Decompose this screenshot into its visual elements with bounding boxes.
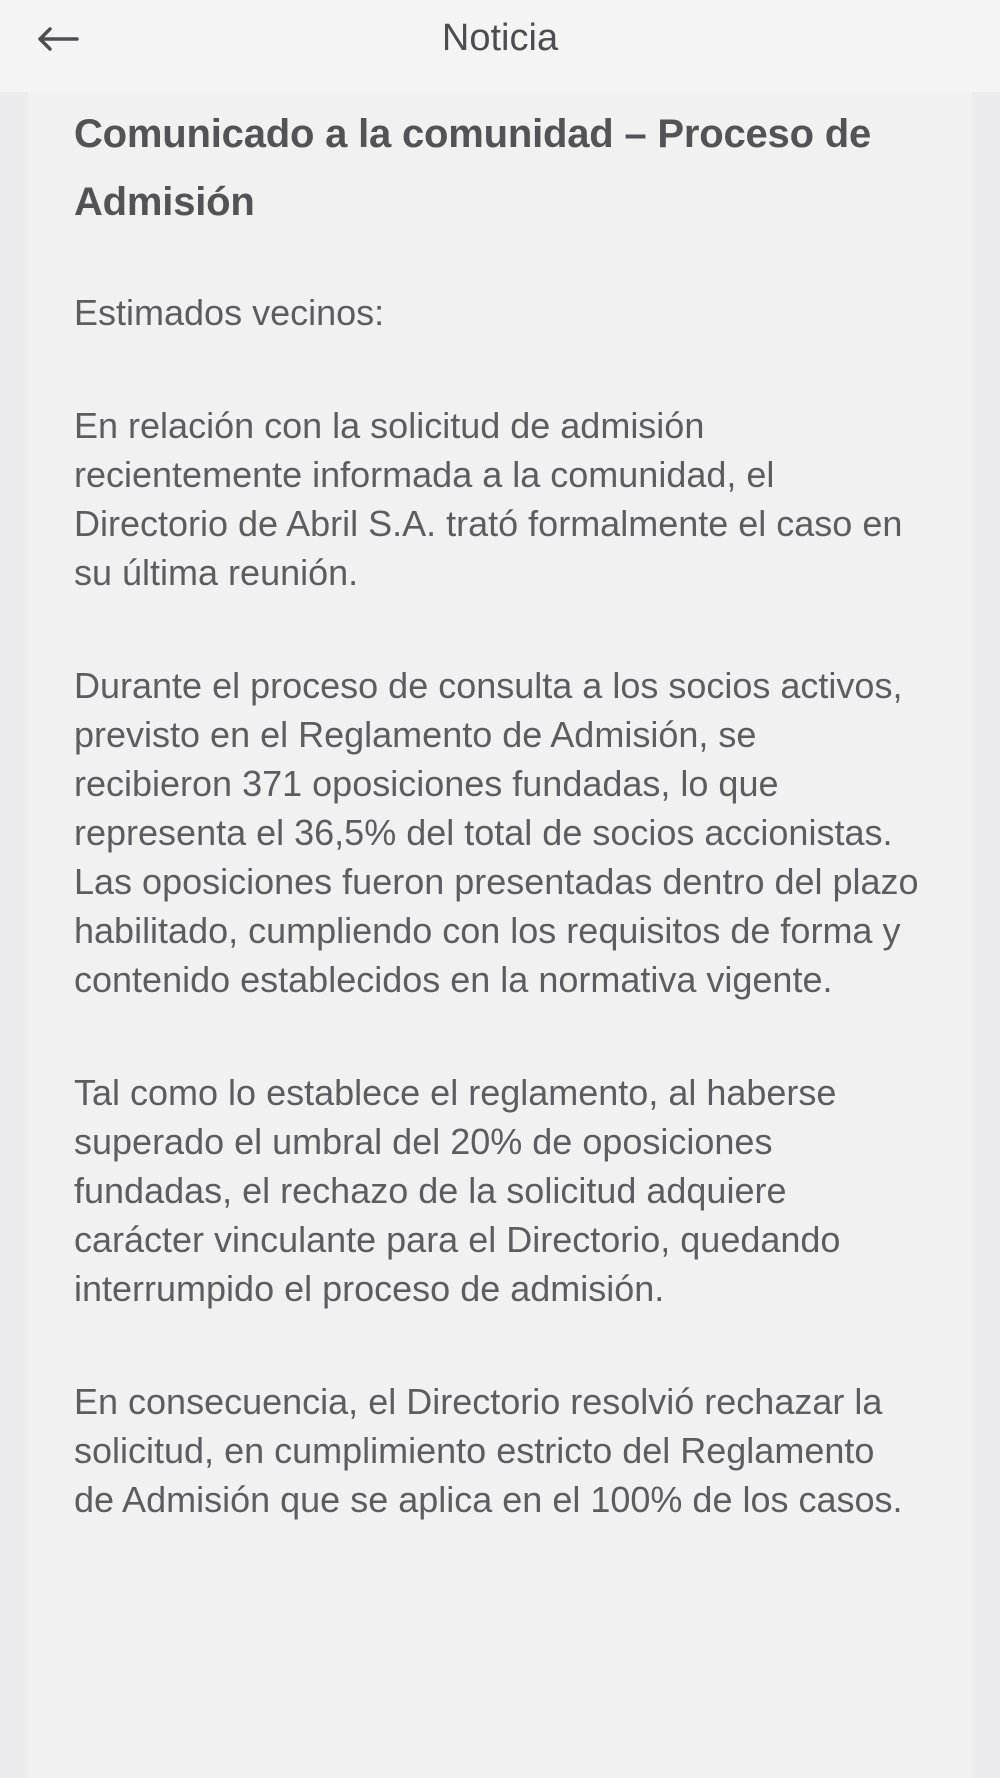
article-paragraph: Durante el proceso de consulta a los socios activos, previsto en el Reglamento de Admisión, se recibieron 371 oposiciones fundadas, lo que representa el 36,5% del total de socios accionistas. Las oposiciones fueron presentadas dentro del plazo habilitado, cumpliendo con los requisitos de forma y contenido establecidos en la normativa vigente.	[74, 665, 919, 1000]
article-paragraph: En relación con la solicitud de admisión recientemente informada a la comunidad, el Directorio de Abril S.A. trató formalmente el caso en su última reunión.	[74, 405, 903, 593]
page-title: Noticia	[441, 17, 559, 59]
article-title: Comunicado a la comunidad – Proceso de Admisión	[74, 112, 872, 224]
navigation-bar	[0, 0, 1000, 92]
article-paragraph: En consecuencia, el Directorio resolvió rechazar la solicitud, en cumplimiento estricto del Reglamento de Admisión que se aplica en el 100% de los casos.	[74, 1381, 903, 1520]
article-paragraph: Tal como lo establece el reglamento, al haberse superado el umbral del 20% de oposiciones fundadas, el rechazo de la solicitud adquiere carácter vinculante para el Directorio, quedando interrumpido el proceso de admisión.	[74, 1072, 841, 1309]
article-greeting: Estimados vecinos:	[74, 292, 385, 333]
news-article	[74, 100, 924, 1524]
